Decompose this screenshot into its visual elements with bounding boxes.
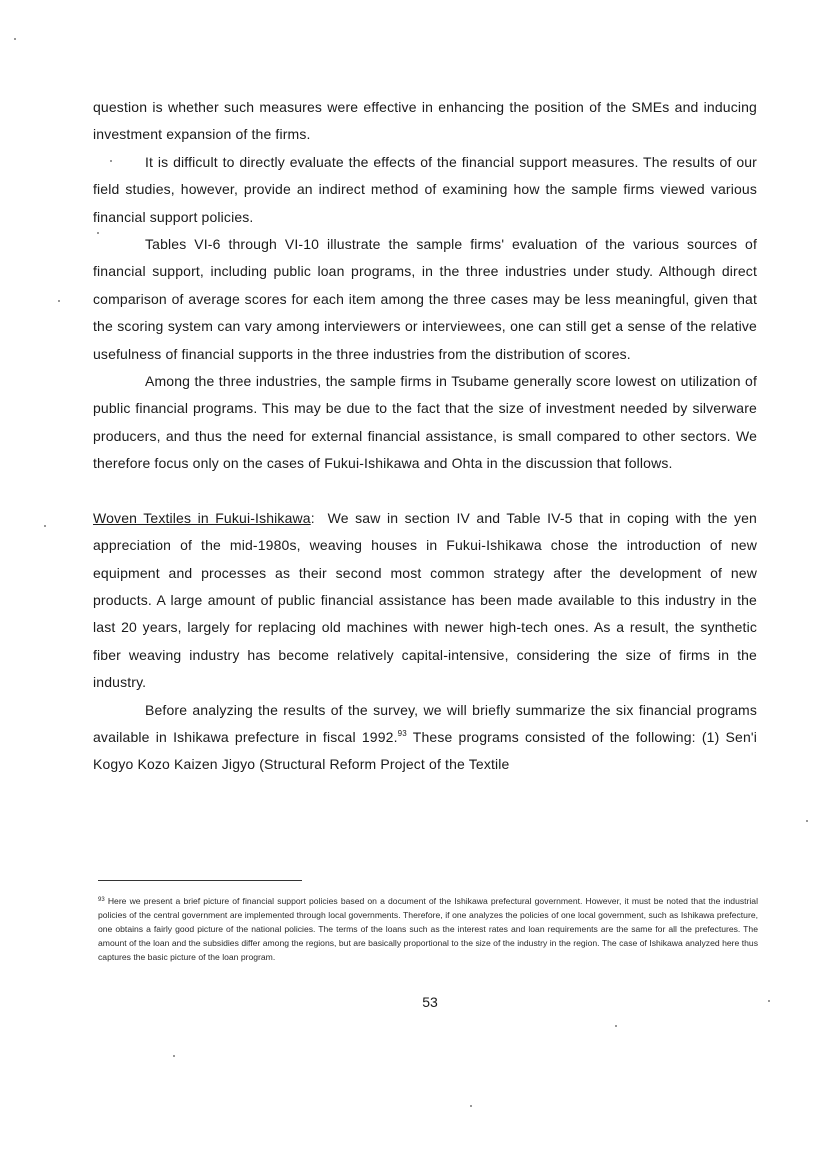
section-heading: Woven Textiles in Fukui-Ishikawa	[93, 509, 311, 526]
paragraph-text: These programs consisted of the following: (1) Sen'i Kogyo Kozo Kaizen Jigyo (Structural Reform Project of the Textile	[93, 728, 757, 773]
section-paragraph	[93, 505, 757, 697]
body-text	[93, 94, 757, 779]
paragraph: It is difficult to directly evaluate the effects of the financial support measures. The results of our field studies, however, provide an indirect method of examining how the sample firms viewed various financial support policies.	[93, 153, 757, 225]
scan-speck	[806, 820, 808, 822]
scan-speck	[58, 300, 60, 302]
section-heading-colon: :	[310, 509, 315, 526]
footnote-text: Here we present a brief picture of financial support policies based on a document of the Ishikawa prefectural government. However, it must be noted that the industrial policies of the central government are implemented through local governments. Therefore, if one analyzes the policies of one local government, such as Ishikawa prefecture, one obtains a fairly good picture of the national policies. The terms of the loans such as the interest rates and loan requirements are the same for all the prefectures. The amount of the loan and the subsidies differ among the regions, but are basically proportional to the size of the industry in the region. The case of Ishikawa analyzed here thus captures the basic picture of the loan program.	[98, 896, 758, 962]
scan-speck	[470, 1105, 472, 1107]
page-number: 53	[422, 994, 438, 1010]
scan-speck	[44, 525, 46, 527]
footnote-marker: 93	[98, 897, 105, 903]
scan-speck	[173, 1055, 175, 1057]
scan-speck	[110, 160, 112, 162]
footnote-reference: 93	[397, 728, 407, 738]
paragraph: Tables VI-6 through VI-10 illustrate the sample firms' evaluation of the various sources of financial support, including public loan programs, in the three industries under study. Although direct comparison of average scores for each item among the three cases may be less meaningful, given that the scoring system can vary among interviewers or interviewees, one can still get a sense of the relative usefulness of financial supports in the three industries from the distribution of scores.	[93, 236, 757, 362]
scan-speck	[615, 1025, 617, 1027]
footnote-divider	[98, 880, 302, 881]
section-text: We saw in section IV and Table IV-5 that in coping with the yen appreciation of the mid-1980s, weaving houses in Fukui-Ishikawa chose the introduction of new equipment and processes as their second most common strategy after the development of new products. A large amount of public financial assistance has been made available to this industry in the last 20 years, largely for replacing old machines with newer high-tech ones. As a result, the synthetic fiber weaving industry has become relatively capital-intensive, considering the size of firms in the industry.	[93, 509, 757, 691]
scan-speck	[14, 38, 16, 40]
paragraph: question is whether such measures were effective in enhancing the position of the SMEs and inducing investment expansion of the firms.	[93, 99, 757, 143]
scan-speck	[768, 1000, 770, 1002]
footnote	[98, 894, 758, 964]
paragraph-text: Before analyzing the results of the survey, we will briefly summarize the six financial programs available in Ishikawa prefecture in fiscal 1992.	[93, 701, 757, 745]
scan-speck	[97, 232, 99, 234]
paragraph	[93, 697, 757, 779]
paragraph: Among the three industries, the sample firms in Tsubame generally score lowest on utilization of public financial programs. This may be due to the fact that the size of investment needed by silverware producers, and thus the need for external financial assistance, is small compared to other sectors. We therefore focus only on the cases of Fukui-Ishikawa and Ohta in the discussion that follows.	[93, 373, 757, 472]
